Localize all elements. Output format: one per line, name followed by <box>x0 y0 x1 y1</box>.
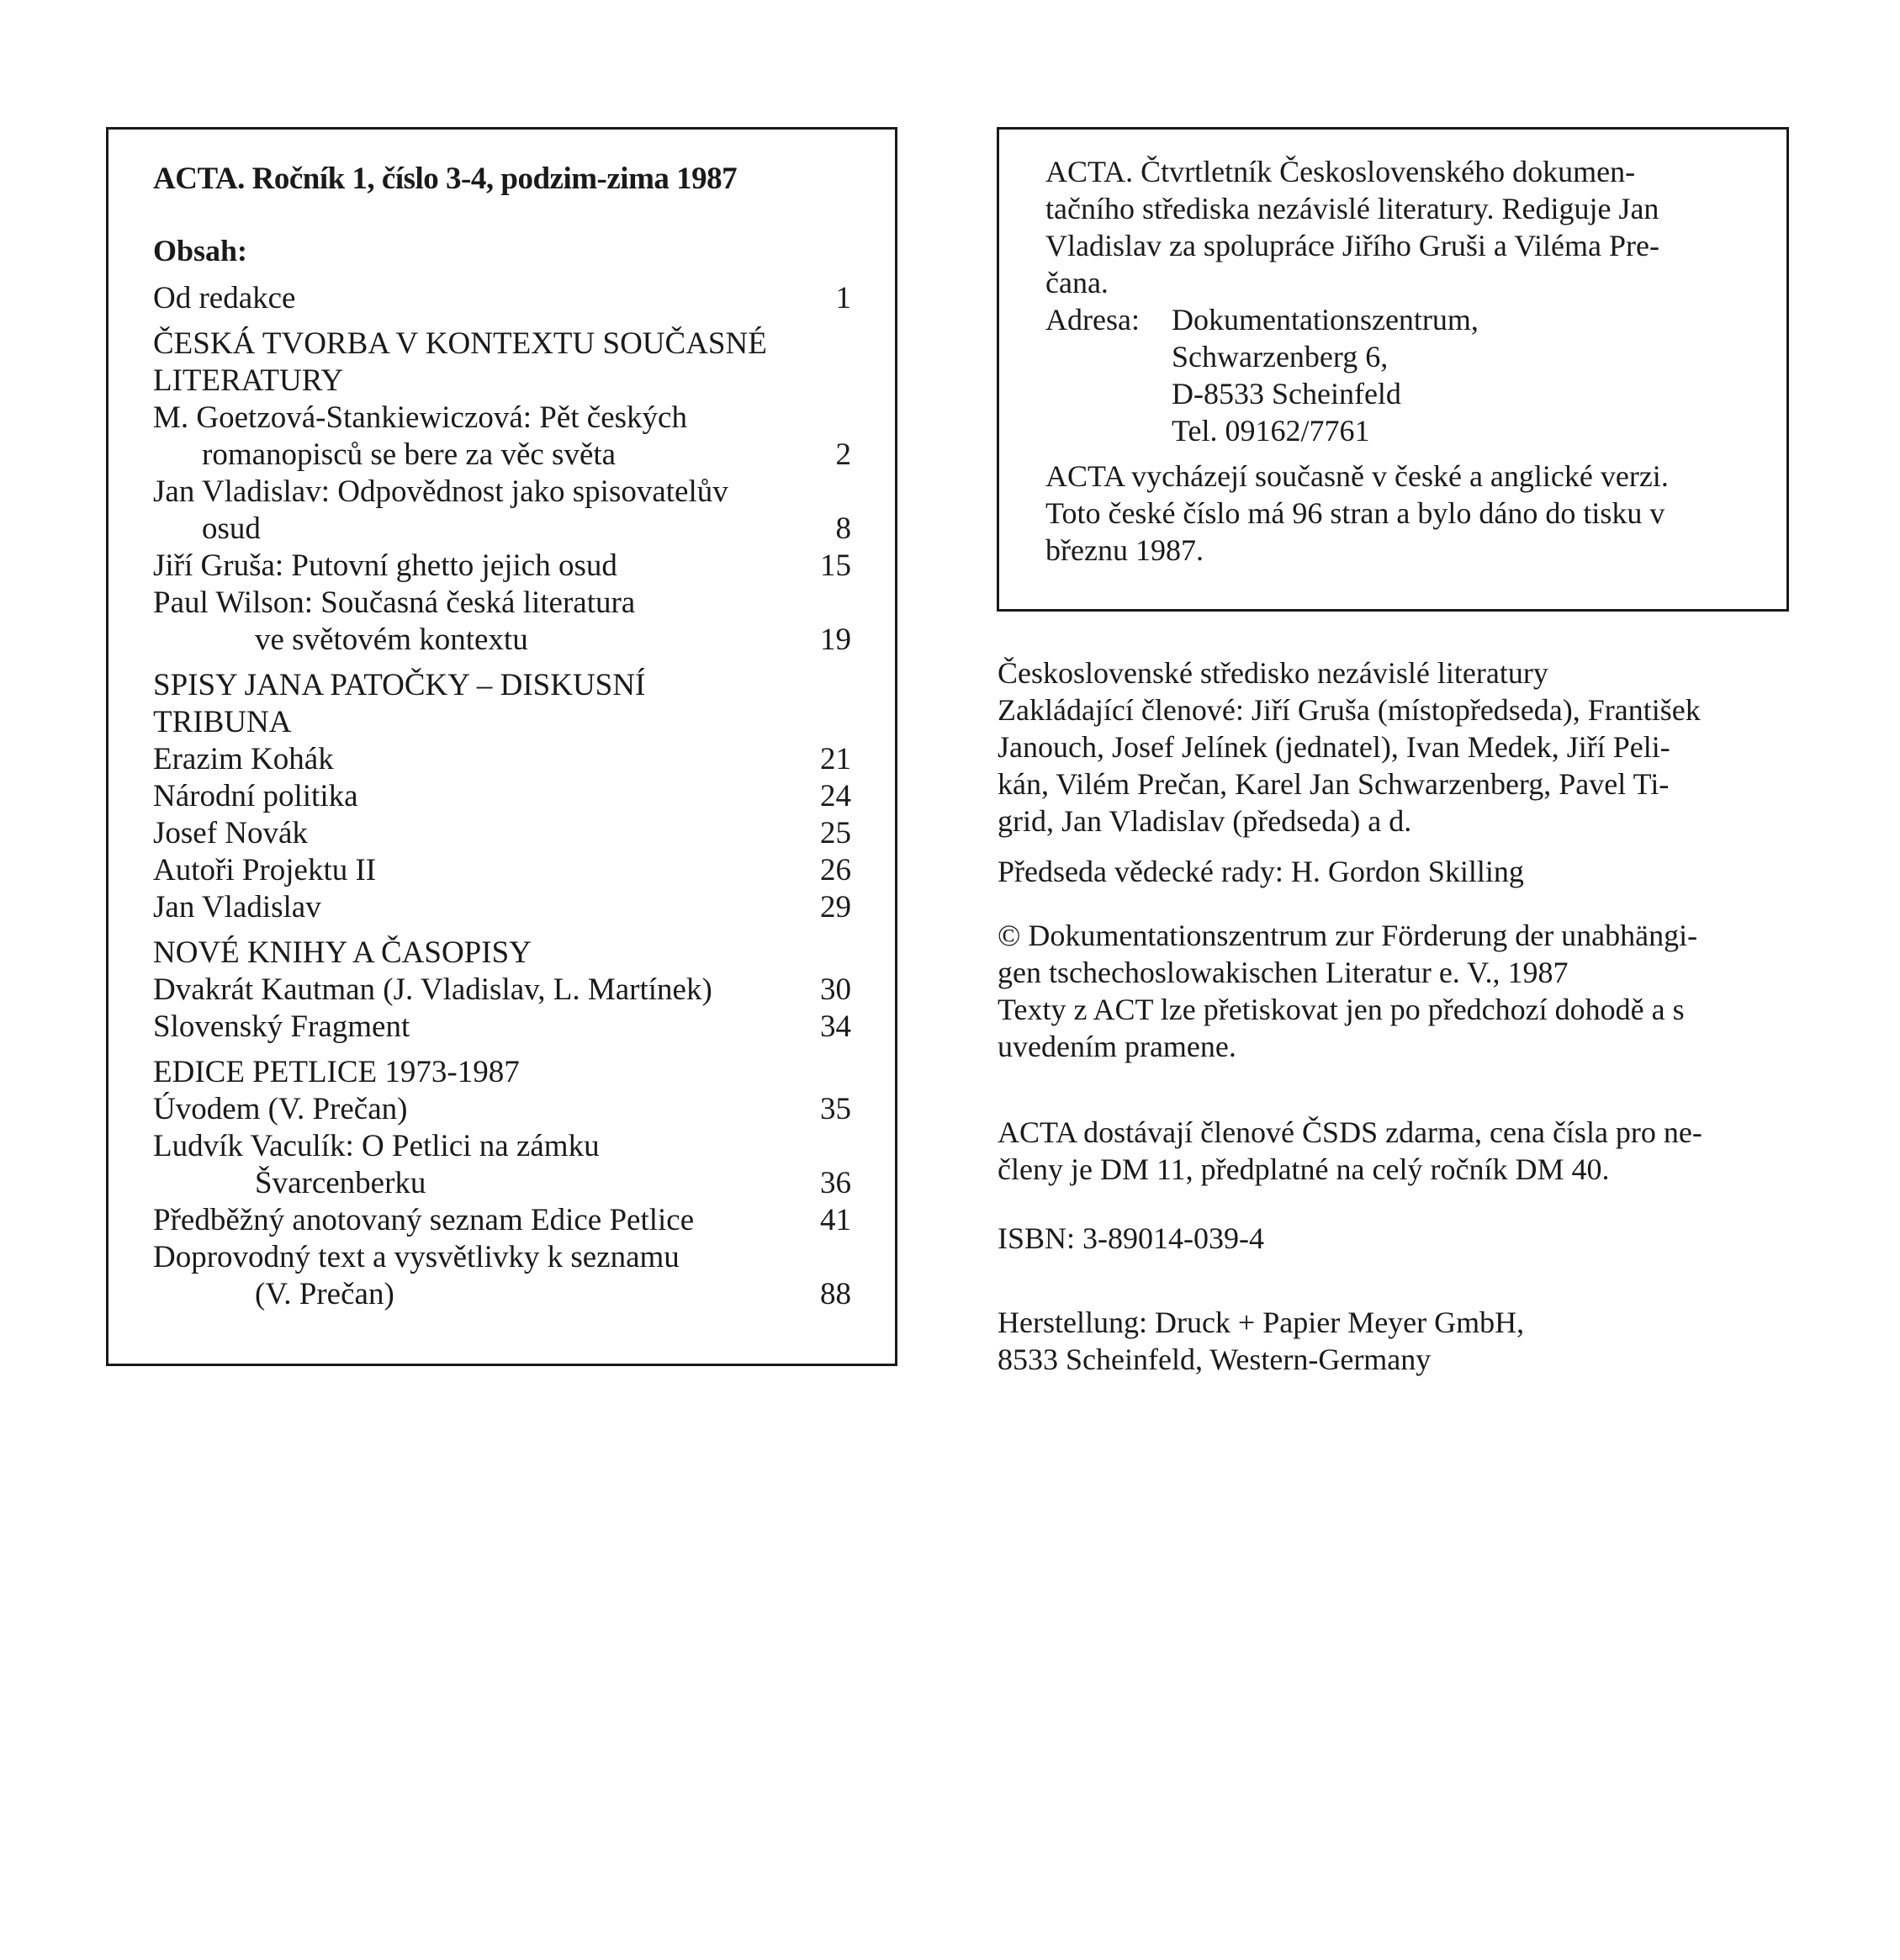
toc-content <box>153 161 851 1313</box>
toc-entry-title: Autoři Projektu II <box>153 852 377 887</box>
toc-section-line: NOVÉ KNIHY A ČASOPISY <box>153 935 532 970</box>
address-label: Adresa: <box>1045 303 1140 336</box>
printer-line: 8533 Scheinfeld, Western-Germany <box>998 1343 1432 1376</box>
toc-entry-title: Dvakrát Kautman (J. Vladislav, L. Martínek) <box>153 972 712 1007</box>
toc-page-number: 41 <box>820 1202 851 1237</box>
toc-entry <box>153 400 851 437</box>
price-paragraph <box>998 1114 1805 1188</box>
toc-entry-title: M. Goetzová-Stankiewiczová: Pět českých <box>153 400 687 435</box>
toc-entry <box>153 548 851 585</box>
organization-paragraph <box>998 654 1805 840</box>
toc-page-number: 25 <box>820 815 851 850</box>
toc-page-number: 29 <box>820 889 851 924</box>
toc-page-number: 19 <box>820 622 851 657</box>
edition-note-line: ACTA vycházejí současně v české a anglické verzi. <box>1045 459 1669 493</box>
toc-entry <box>153 1009 851 1046</box>
toc-entry <box>153 585 851 622</box>
toc-section-line: LITERATURY <box>153 363 344 398</box>
toc-entry-title: Ludvík Vaculík: O Petlici na zámku <box>153 1128 600 1163</box>
toc-entry <box>153 889 851 926</box>
masthead-box <box>997 127 1789 612</box>
toc-entry <box>153 1165 851 1202</box>
price-line: ACTA dostávají členové ČSDS zdarma, cena čísla pro ne- <box>998 1115 1702 1149</box>
masthead-intro-line: čana. <box>1045 266 1109 299</box>
copyright-line: © Dokumentationszentrum zur Förderung der unabhängi- <box>998 919 1698 952</box>
toc-entry-title: Předběžný anotovaný seznam Edice Petlice <box>153 1202 695 1237</box>
toc-page-number: 34 <box>820 1009 851 1044</box>
toc-page-number: 36 <box>820 1165 851 1200</box>
edition-note-line: březnu 1987. <box>1045 533 1204 567</box>
organization-line: grid, Jan Vladislav (předseda) a d. <box>998 804 1412 838</box>
toc-section-line: TRIBUNA <box>153 704 292 739</box>
toc-entry-title: (V. Prečan) <box>255 1276 394 1311</box>
toc-entry <box>153 1202 851 1239</box>
toc-page-number: 1 <box>835 280 851 315</box>
toc-page-number <box>801 585 851 622</box>
toc-section-heading <box>153 667 851 741</box>
address-line: Tel. 09162/7761 <box>1172 414 1370 448</box>
toc-section-heading <box>153 326 851 400</box>
isbn-paragraph <box>998 1220 1805 1257</box>
toc-page-number <box>801 400 851 437</box>
copyright-line: gen tschechoslowakischen Literatur e. V., 1987 <box>998 956 1569 989</box>
isbn-line: ISBN: 3-89014-039-4 <box>998 1221 1264 1255</box>
toc-entry-title: Národní politika <box>153 778 358 813</box>
toc-page-number <box>801 1239 851 1276</box>
toc-page-number <box>801 474 851 511</box>
printer-paragraph <box>998 1304 1805 1378</box>
toc-page-number: 35 <box>820 1091 851 1126</box>
contents-heading: Obsah: <box>153 234 248 268</box>
toc-entry-title: Švarcenberku <box>255 1165 426 1200</box>
toc-page-number: 30 <box>820 972 851 1007</box>
toc-entry-title: Paul Wilson: Současná česká literatura <box>153 585 636 620</box>
toc-page-number: 21 <box>820 741 851 776</box>
reprint-line: uvedením pramene. <box>998 1030 1236 1063</box>
toc-entry-title: Doprovodný text a vysvětlivky k seznamu <box>153 1239 680 1274</box>
masthead-content <box>1045 153 1744 569</box>
toc-section-line: ČESKÁ TVORBA V KONTEXTU SOUČASNÉ <box>153 326 767 361</box>
toc-page-number: 15 <box>820 548 851 583</box>
organization-line: Janouch, Josef Jelínek (jednatel), Ivan Medek, Jiří Peli- <box>998 730 1670 764</box>
toc-entry <box>153 1091 851 1128</box>
toc-entry-title: Jiří Gruša: Putovní ghetto jejich osud <box>153 548 617 583</box>
toc-entry-title: Jan Vladislav: Odpovědnost jako spisovatelův <box>153 474 728 509</box>
toc-entry <box>153 778 851 815</box>
toc-section-heading <box>153 1054 851 1091</box>
toc-section-heading <box>153 935 851 972</box>
organization-line: Zakládající členové: Jiří Gruša (místopředseda), František <box>998 693 1701 727</box>
organization-line: Československé středisko nezávislé literatury <box>998 656 1548 690</box>
issue-title: ACTA. Ročník 1, číslo 3-4, podzim-zima 1987 <box>153 162 738 196</box>
toc-entry-title: Úvodem (V. Prečan) <box>153 1091 408 1126</box>
toc-page-number: 24 <box>820 778 851 813</box>
edition-note-line: Toto české číslo má 96 stran a bylo dáno do tisku v <box>1045 496 1665 530</box>
price-line: členy je DM 11, předplatné na celý ročník DM 40. <box>998 1152 1610 1186</box>
toc-entry <box>153 437 851 474</box>
toc-entry-title: Jan Vladislav <box>153 889 321 924</box>
toc-page-number <box>801 1128 851 1165</box>
masthead-intro-line: tačního střediska nezávislé literatury. Rediguje Jan <box>1045 192 1659 225</box>
table-of-contents-box <box>106 127 897 1366</box>
toc-entry <box>153 1128 851 1165</box>
printer-line: Herstellung: Druck + Papier Meyer GmbH, <box>998 1306 1525 1339</box>
reprint-line: Texty z ACT lze přetiskovat jen po předchozí dohodě a s <box>998 993 1685 1026</box>
toc-page-number: 8 <box>835 511 851 546</box>
toc-entry-title: Od redakce <box>153 280 296 315</box>
toc-entry-title: Josef Novák <box>153 815 308 850</box>
toc-page-number: 26 <box>820 852 851 887</box>
masthead-intro-line: Vladislav za spolupráce Jiřího Gruši a Viléma Pre- <box>1045 229 1659 262</box>
toc-page-number: 2 <box>835 437 851 472</box>
toc-entry <box>153 1276 851 1313</box>
masthead-intro-line: ACTA. Čtvrtletník Československého dokumen- <box>1045 155 1636 188</box>
toc-entry-title: ve světovém kontextu <box>255 622 528 657</box>
toc-section-line: SPISY JANA PATOČKY – DISKUSNÍ <box>153 667 646 702</box>
toc-list <box>153 280 851 1313</box>
toc-entry <box>153 1239 851 1276</box>
copyright-paragraph <box>998 917 1805 1065</box>
toc-entry-title: Erazim Kohák <box>153 741 334 776</box>
toc-entry <box>153 474 851 511</box>
toc-entry <box>153 741 851 778</box>
address-line: Schwarzenberg 6, <box>1172 340 1389 373</box>
chair-line: Předseda vědecké rady: H. Gordon Skilling <box>998 855 1524 888</box>
toc-section-line: EDICE PETLICE 1973-1987 <box>153 1054 520 1089</box>
address-line: D-8533 Scheinfeld <box>1172 377 1401 411</box>
toc-entry <box>153 815 851 852</box>
toc-entry <box>153 511 851 548</box>
toc-entry-title: romanopisců se bere za věc světa <box>202 437 617 472</box>
address-block <box>1045 301 1744 449</box>
toc-entry <box>153 280 851 317</box>
chair-paragraph <box>998 853 1805 890</box>
toc-entry <box>153 972 851 1009</box>
toc-entry-title: osud <box>202 511 261 546</box>
toc-entry <box>153 852 851 889</box>
toc-page-number: 88 <box>820 1276 851 1311</box>
toc-entry <box>153 622 851 659</box>
address-line: Dokumentationszentrum, <box>1172 303 1479 336</box>
toc-entry-title: Slovenský Fragment <box>153 1009 410 1044</box>
organization-line: kán, Vilém Prečan, Karel Jan Schwarzenberg, Pavel Ti- <box>998 767 1670 801</box>
